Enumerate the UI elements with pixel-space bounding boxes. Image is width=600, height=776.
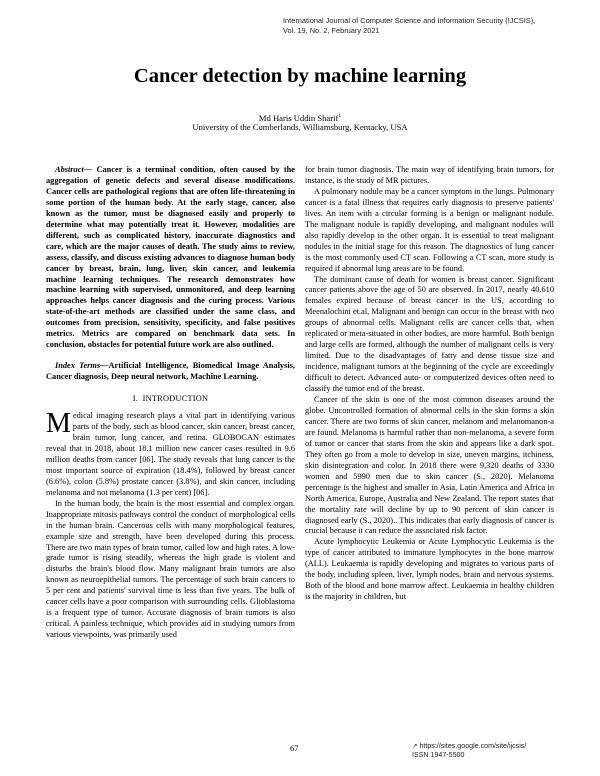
paper-title: Cancer detection by machine learning (133, 65, 467, 87)
journal-name: International Journal of Computer Science and Information Security (IJCSIS), (283, 16, 536, 25)
body-paragraph-leukemia: Acute lymphocytic Leukemia or Acute Lymphocytic Leukemia is the type of cancer attributed to immature lymphocytes in the bone marrow (ALL). Leukaemia is rapidly developing and migrates to various parts of the body, including spleen, liver, lymph nodes, brain and nervous systems. Both of the blood and bone marrow affect. Leukaemia in healthy children is the majority in children, but (305, 537, 554, 602)
intro-paragraph-1 (46, 408, 295, 499)
drop-cap: M (46, 408, 71, 440)
section-title-first-letter: I (142, 394, 146, 404)
author-affiliation: University of the Cumberlands, Williamsburg, Kentacky, USA (192, 122, 408, 132)
author-mark: 1 (338, 113, 342, 119)
section-title-rest: NTRODUCTION (145, 394, 209, 404)
abstract-text: Cancer is a terminal condition, often caused by the aggregation of genetic defects and several disease modifications. Cancer cells are pathological regions that are often life-threatening in some portion of the human body. At the early stage, cancer, also known as the tumor, must be diagnosed easily and properly to determine what may potentially treat it. However, modalities are different, such as complicated history, inaccurate diagnostics and care, which are the major causes of death. The study aims to review, assess, classify, and discuss existing advances to diagnose human body cancer by breast, brain, lung, liver, skin cancer, and leukemia machine learning techniques. The research demonstrates how machine learning with supervised, unmonitored, and deep learning approaches helps cancer diagnosis and the curing process. Various state-of-the-art methods are classified under the same class, and outcomes from precision, sensitivity, specificity, and false positives metrics. Metrics are compared on benchmark data sets. In conclusion, obstacles for potential future work are also outlined. (46, 165, 295, 350)
journal-volume: Vol. 19, No. 2, February 2021 (283, 25, 380, 35)
footer-info (412, 742, 582, 761)
intro-paragraph-2: In the human body, the brain is the most essential and complex organ. Inappropriate mitosis pathways control the conduct of morphological cells in the human brain. Cancerous cells with many morphological features, example size and strength, have been developed during this process. There are two main types of brain tumor, called low and high rates. A low-grade tumor is rising steadily, whereas the high grade is violent and disturbs the brain's blood flow. Many malignant brain tumors are also known as neuroepithelial tumors. The percentage of such brain cancers to 5 per cent and patients' survival time is less than five years. The bulk of cancer cells have a poor comparison with surrounding cells. Glioblastoma is a frequent type of tumor. Accurate diagnosis of brain tumors is also critical. A painless technique, which provides aid in studying tumors from various viewpoints, was primarily used (46, 498, 295, 640)
footer-url[interactable]: https://sites.google.com/site/ijcsis/ (419, 742, 527, 750)
index-terms-text: —Artificial Intelligence, Biomedical Image Analysis, Cancer diagnosis, Deep neural network, Machine Learning. (46, 361, 295, 382)
author-name: Md Haris Uddin Sharif (258, 112, 339, 123)
body-paragraph-continued: for brain tumor diagnosis. The main way of identifying brain tumors, for instance, is the study of MR pictures. (305, 165, 554, 185)
footer-url-line[interactable] (412, 742, 582, 751)
right-column (305, 165, 554, 603)
body-paragraph-lung: A pulmonary nodule may be a cancer symptom in the lungs. Pulmonary cancer is a fatal illness that requires early diagnosis to preserve patients' lives. An item with a circular forming is a benign or malignant nodule. The malignant nodule is rapidly developing, and malignant nodules will also rapidly develop in the other organ. It is essential to treat malignant nodules in the initial stage for this reason. The diagnostics of lung cancer is the most commonly used CT scan. Following a CT scan, more study is required if abnormal lung areas are to be found. (305, 186, 554, 273)
index-terms (46, 361, 295, 383)
body-paragraph-skin: Cancer of the skin is one of the most common diseases around the globe. Uncontrolled formation of abnormal cells in the skin forms a skin cancer. There are two forms of skin cancer, melanom and melanomanon-a are found. Melanoma is harmful rather than non-melanoma, a severe form of tumor or cancer that starts from the skin and appears like a dark spot. They often go from a mole to develop in size, uneven margins, itchiness, skin disintegration and color. In 2018 there were 9,320 deaths of 3330 women and 5990 men due to skin cancer (S., 2020). Melanoma percentage is the highest and smaller in Asia, Latin America and Africa in North America, Europe, Australia and New Zealand. The report states that the mortality rate will decline by up to 90 percent of skin cancer is diagnosed early (S., 2020).. This indicates that early diagnosis of cancer is crucial because it can reduce the associated risk factor. (305, 395, 554, 536)
section-numeral: I. (132, 394, 138, 404)
external-link-icon: ↗ (412, 743, 418, 750)
footer-issn: ISSN 1947-5500 (412, 751, 465, 760)
left-column (46, 165, 295, 641)
page-number: 67 (290, 743, 299, 753)
intro-paragraph-1-text: edical imaging research plays a vital part in identifying various parts of the body, such as blood cancer, skin cancer, breast cancer, brain tumor, lung cancer, and retina. GLOBOCAN estimates reveal that in 2018, about 18.1 million new cancer cases resulted in 9.6 million deaths from cancer [06]. The study reveals that lung cancer is the most important source of expiration (18.4%), followed by breast cancer (6.6%), colon (5.8%) prostate cancer (3.8%), and skin cancer, including melanoma and not melanoma (1.3 per cent) [06]. (46, 411, 295, 497)
body-paragraph-breast: The dominant cause of death for women is breast cancer. Significant cancer patients above the age of 50 are observed. In 2017, nearly 40.610 females expired because of breast cancer in the US, according to Meenalochini et.al, Malignant and benign can occur in the breast with two groups of abnormal cells. Malignant cells are cancer cells that, when replicated or meta-situated in other bodies, are more harmful. Both benign and large cells are formed, although the number of malignant cells is very limited. Due to the disadvantages of fatty and dense tissue size and incidence, malignant tumors at the beginning of the cycle are exceedingly difficult to detect. Advanced auto- or computerized devices often need to classify the tumor end of the breast. (305, 274, 554, 394)
index-terms-label: Index Terms (55, 361, 101, 371)
abstract (46, 165, 295, 351)
abstract-label: Abstract— (55, 165, 93, 174)
section-heading-introduction (46, 394, 295, 405)
journal-header (283, 16, 583, 35)
